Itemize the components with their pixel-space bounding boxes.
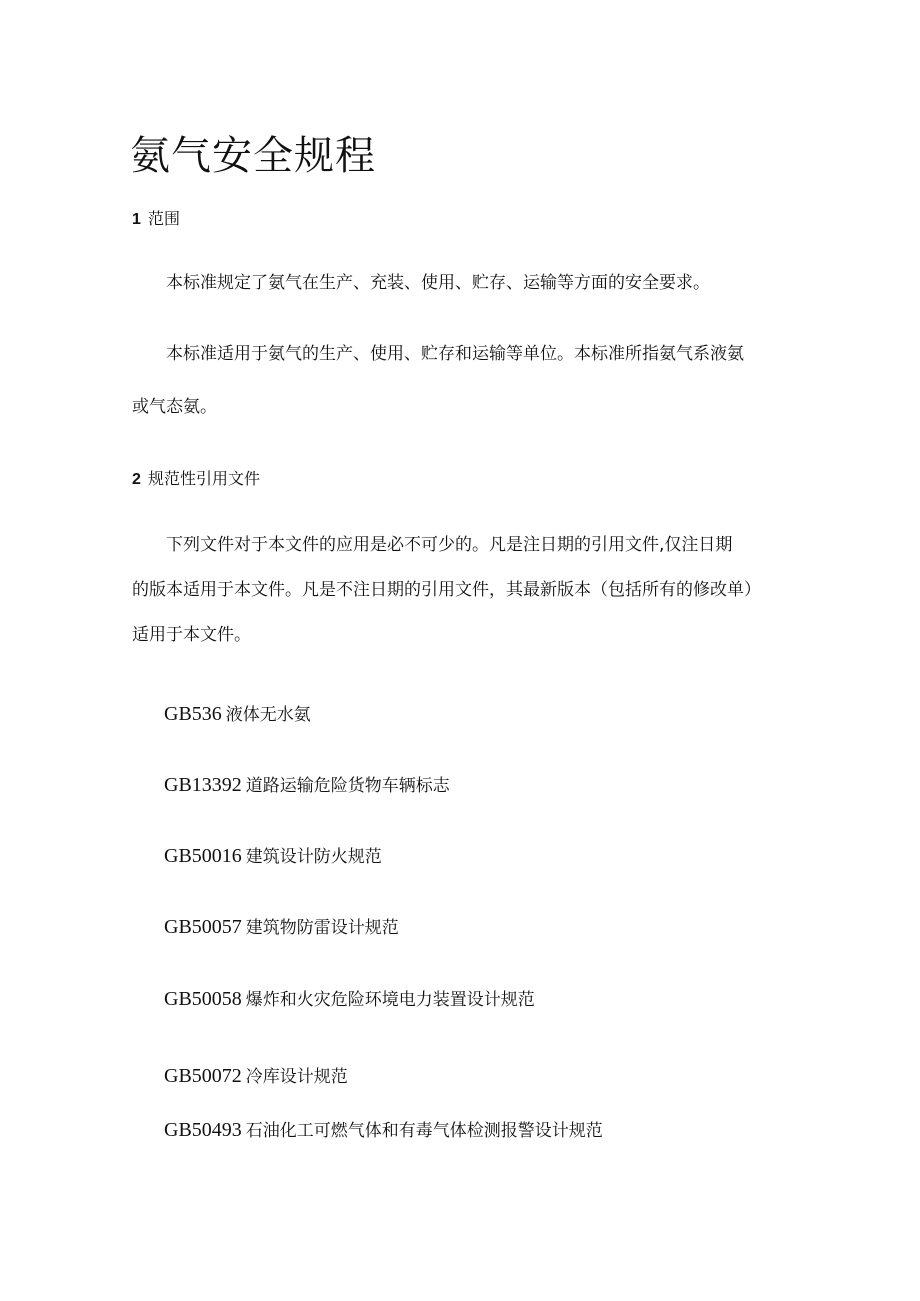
paragraph-line: 本标准规定了氨气在生产、充装、使用、贮存、运输等方面的安全要求。 — [166, 273, 710, 293]
references-intro-paragraph — [132, 529, 792, 652]
reference-name: 建筑设计防火规范 — [245, 847, 382, 867]
paragraph-line: 的版本适用于本文件。凡是不注日期的引用文件，其最新版本（包括所有的修改单） — [132, 580, 761, 600]
reference-name: 液体无水氨 — [225, 705, 311, 725]
reference-code: GB13392 — [164, 774, 242, 796]
section-title: 范围 — [148, 209, 181, 228]
paragraph-line: 或气态氨。 — [132, 397, 217, 417]
paragraph-line: 下列文件对于本文件的应用是必不可少的。凡是注日期的引用文件,仅注日期 — [166, 535, 733, 555]
section-heading-normative-references — [132, 466, 260, 489]
paragraph-line: 适用于本文件。 — [132, 625, 251, 645]
section-number: 2 — [132, 471, 141, 488]
reference-name: 道路运输危险货物车辆标志 — [245, 776, 450, 796]
reference-item — [164, 842, 382, 868]
reference-code: GB50058 — [164, 988, 242, 1010]
reference-item — [164, 985, 535, 1011]
scope-paragraph-1 — [132, 267, 792, 300]
reference-item — [164, 771, 450, 797]
section-title: 规范性引用文件 — [148, 469, 261, 488]
reference-code: GB536 — [164, 703, 222, 725]
reference-name: 建筑物防雷设计规范 — [245, 918, 399, 938]
reference-item — [164, 700, 311, 726]
reference-name: 爆炸和火灾危险环境电力装置设计规范 — [245, 990, 535, 1010]
reference-code: GB50072 — [164, 1065, 242, 1087]
reference-name: 冷库设计规范 — [245, 1067, 348, 1087]
document-title: 氨气安全规程 — [130, 133, 376, 179]
reference-name: 石油化工可燃气体和有毒气体检测报警设计规范 — [245, 1121, 603, 1141]
reference-item — [164, 1062, 348, 1088]
reference-code: GB50493 — [164, 1119, 242, 1141]
paragraph-line: 本标准适用于氨气的生产、使用、贮存和运输等单位。本标准所指氨气系液氨 — [166, 344, 744, 364]
reference-item — [164, 913, 399, 939]
reference-code: GB50016 — [164, 845, 242, 867]
section-heading-scope — [132, 206, 180, 229]
section-number: 1 — [132, 211, 141, 228]
scope-paragraph-2 — [132, 338, 792, 424]
reference-item — [164, 1116, 603, 1142]
reference-code: GB50057 — [164, 916, 242, 938]
